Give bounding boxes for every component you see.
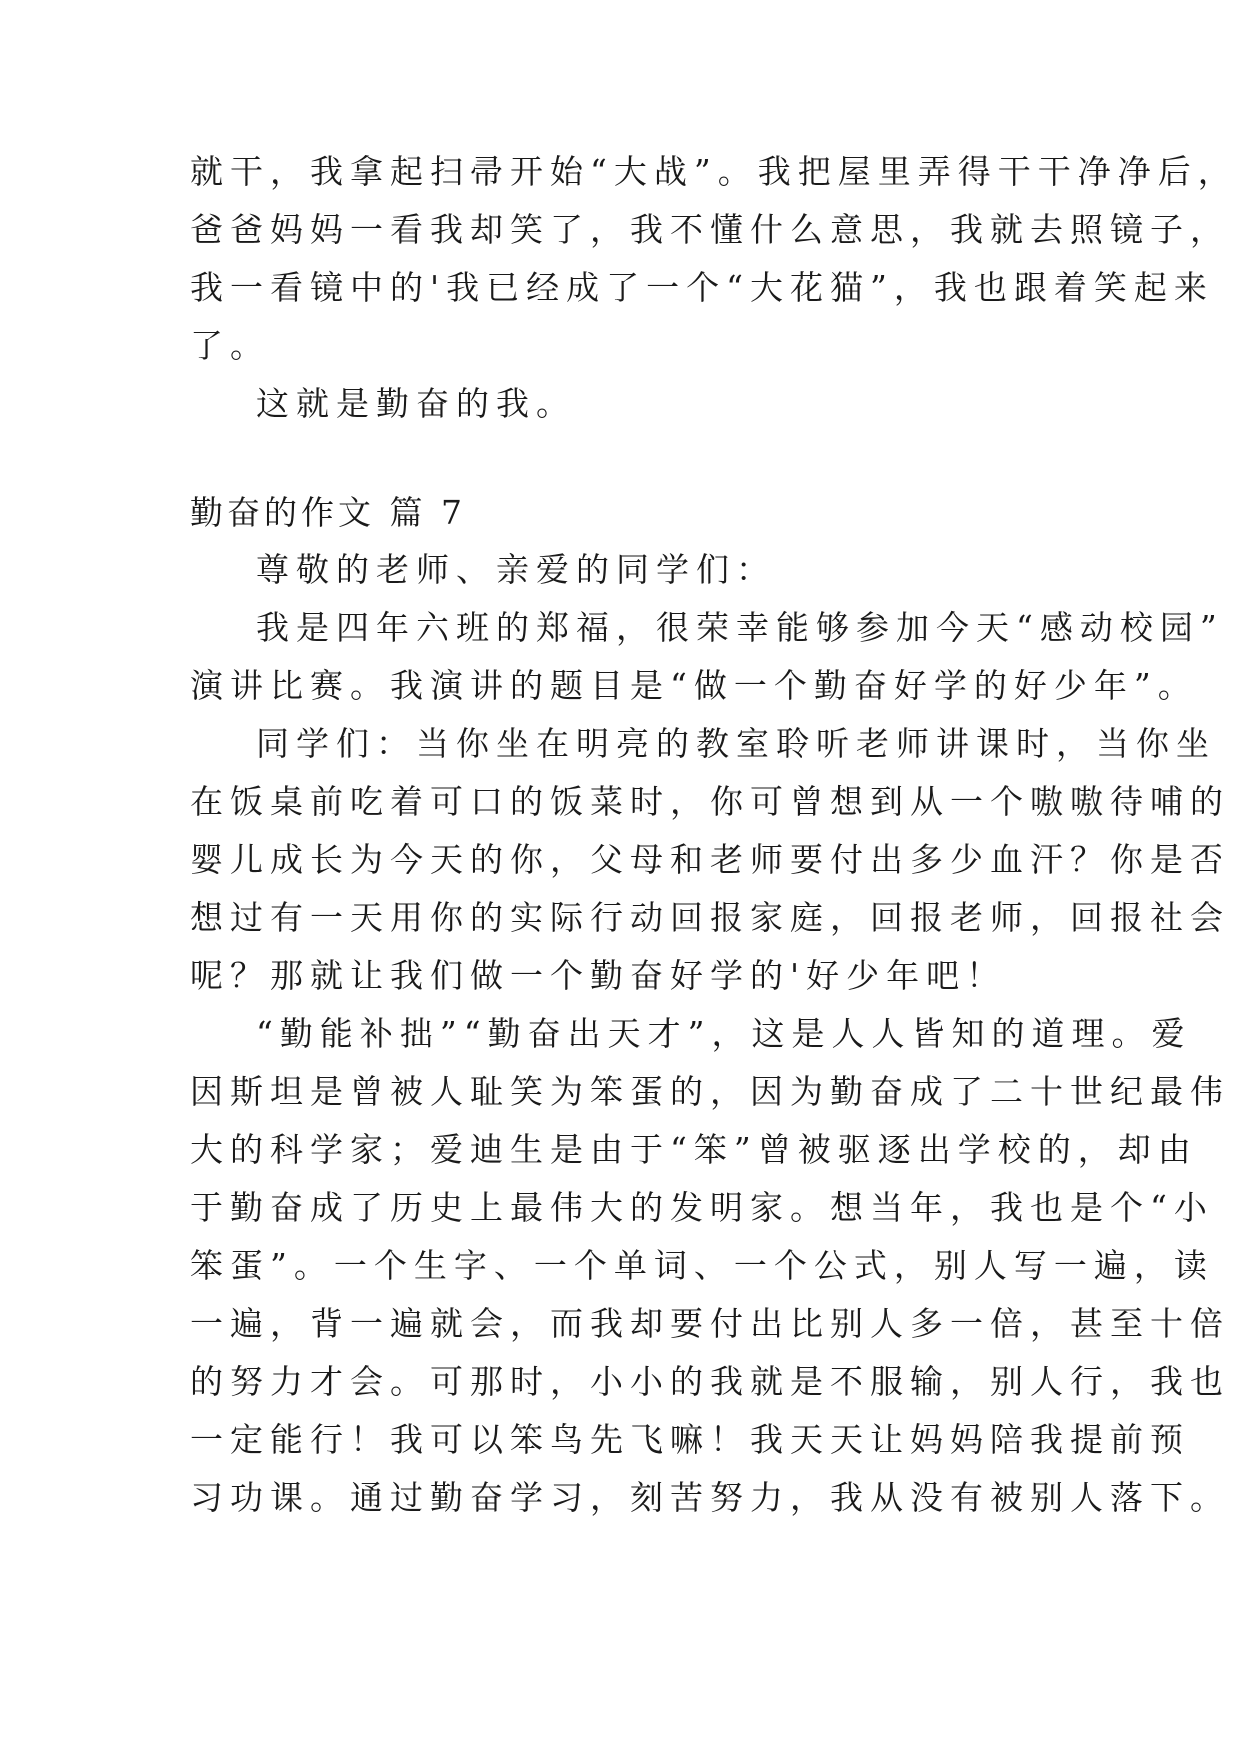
text-line: 就干，我拿起扫帚开始“大战”。我把屋里弄得干干净净后， [190,152,1238,191]
text-line: 我一看镜中的'我已经成了一个“大花猫”，我也跟着笑起来 [190,268,1214,307]
text-line: 想过有一天用你的实际行动回报家庭，回报老师，回报社会 [190,898,1230,937]
text-line: 一定能行！我可以笨鸟先飞嘛！我天天让妈妈陪我提前预 [190,1420,1190,1459]
text-line: 大的科学家；爱迪生是由于“笨”曾被驱逐出学校的，却由 [190,1130,1198,1169]
text-line: 一遍，背一遍就会，而我却要付出比别人多一倍，甚至十倍 [190,1304,1230,1343]
text-line: 同学们：当你坐在明亮的教室聆听老师讲课时，当你坐 [256,724,1216,763]
text-line: 在饭桌前吃着可口的饭菜时，你可曾想到从一个嗷嗷待哺的 [190,782,1230,821]
text-line: 爸爸妈妈一看我却笑了，我不懂什么意思，我就去照镜子， [190,210,1230,249]
text-line: 婴儿成长为今天的你，父母和老师要付出多少血汗？你是否 [190,840,1230,879]
text-line: 习功课。通过勤奋学习，刻苦努力，我从没有被别人落下。 [190,1478,1230,1517]
text-line: 了。 [190,326,270,365]
text-line: 于勤奋成了历史上最伟大的发明家。想当年，我也是个“小 [190,1188,1214,1227]
text-line: 因斯坦是曾被人耻笑为笨蛋的，因为勤奋成了二十世纪最伟 [190,1072,1230,1111]
closing-line: 这就是勤奋的我。 [256,384,576,423]
salutation: 尊敬的老师、亲爱的同学们： [256,550,776,589]
text-line: 呢？那就让我们做一个勤奋好学的'好少年吧！ [190,956,1007,995]
text-line: 我是四年六班的郑福，很荣幸能够参加今天“感动校园” [256,608,1224,647]
text-line: “勤能补拙”“勤奋出天才”，这是人人皆知的道理。爱 [256,1014,1192,1053]
text-line: 演讲比赛。我演讲的题目是“做一个勤奋好学的好少年”。 [190,666,1198,705]
text-line: 的努力才会。可那时，小小的我就是不服输，别人行，我也 [190,1362,1230,1401]
section-heading: 勤奋的作文 篇 7 [190,493,466,532]
text-line: 笨蛋”。一个生字、一个单词、一个公式，别人写一遍，读 [190,1246,1214,1285]
